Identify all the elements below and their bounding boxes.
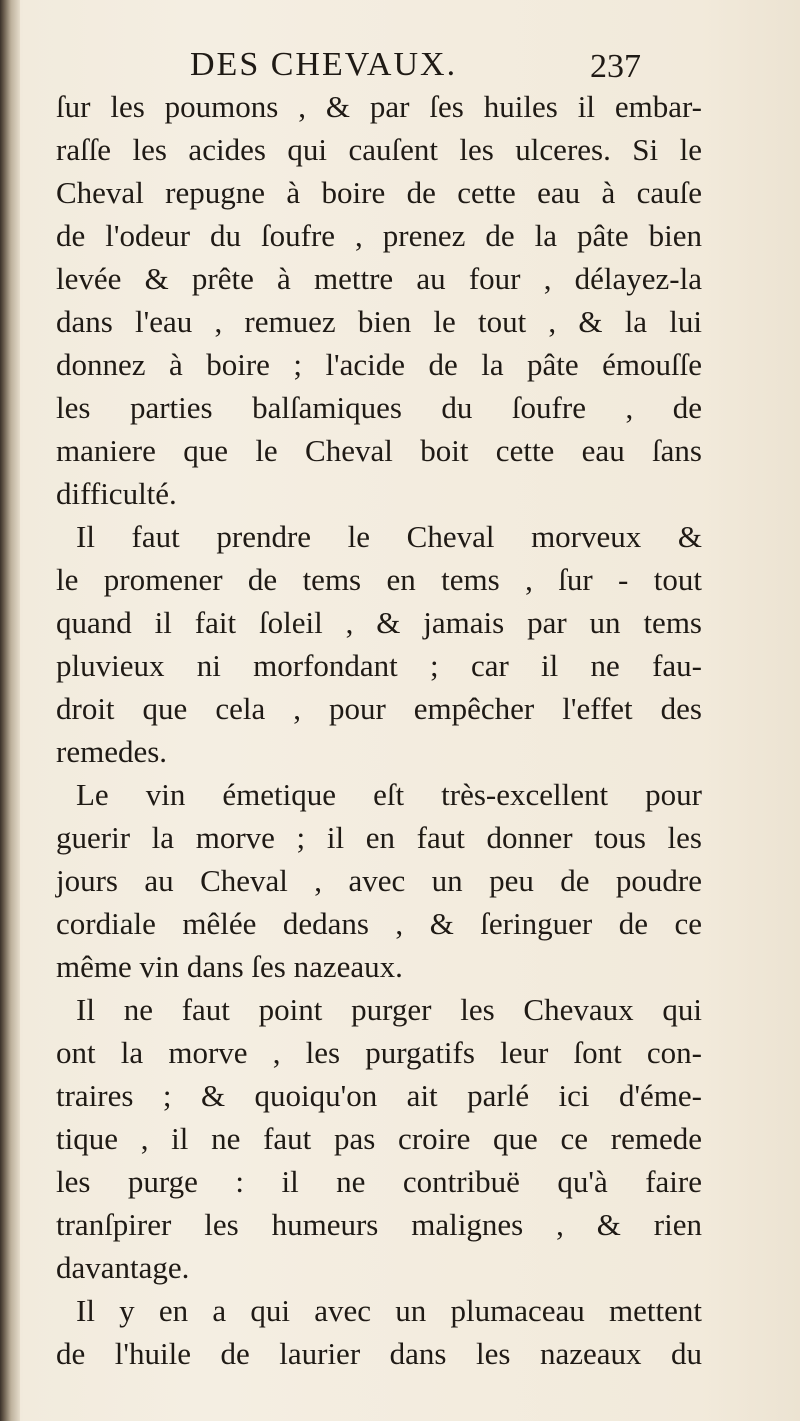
text-line: Il faut prendre le Cheval morveux & [76,519,702,554]
text-line: Le vin émetique eſt très-excellent pour [76,777,702,812]
text-line: le promener de tems en tems , ſur - tout [56,562,702,597]
text-line: raſſe les acides qui cauſent les ulceres. Si le [56,132,702,167]
text-line: de l'odeur du ſoufre , prenez de la pâte bien [56,218,702,253]
text-line: Il y en a qui avec un plumaceau mettent [76,1293,702,1328]
text-line: difficulté. [56,476,177,511]
text-line: tranſpirer les humeurs malignes , & rien [56,1207,702,1242]
text-line: traires ; & quoiqu'on ait parlé ici d'éme- [56,1078,702,1113]
text-line: les purge : il ne contribuë qu'à faire [56,1164,702,1199]
text-line: jours au Cheval , avec un peu de poudre [56,863,702,898]
text-line: quand il fait ſoleil , & jamais par un tems [56,605,702,640]
text-line: les parties balſamiques du ſoufre , de [56,390,702,425]
text-line: guerir la morve ; il en faut donner tous les [56,820,702,855]
text-line: donnez à boire ; l'acide de la pâte émouſſe [56,347,702,382]
text-line: même vin dans ſes nazeaux. [56,949,403,984]
text-line: Cheval repugne à boire de cette eau à cauſe [56,175,702,210]
text-line: droit que cela , pour empêcher l'effet des [56,691,702,726]
page-number: 237 [590,48,641,85]
binding-gutter [0,0,20,1421]
text-line: pluvieux ni morfondant ; car il ne fau- [56,648,702,683]
text-line: cordiale mêlée dedans , & ſeringuer de ce [56,906,702,941]
text-line: ont la morve , les purgatifs leur ſont con- [56,1035,702,1070]
text-line: levée & prête à mettre au four , délayez-la [56,261,702,296]
text-line: tique , il ne faut pas croire que ce remede [56,1121,702,1156]
text-line: de l'huile de laurier dans les nazeaux du [56,1336,702,1371]
text-line: ſur les poumons , & par ſes huiles il embar- [56,89,702,124]
text-line: remedes. [56,734,168,769]
text-line: davantage. [56,1250,190,1285]
text-line: Il ne faut point purger les Chevaux qui [76,992,702,1027]
running-title: DES CHEVAUX. [190,46,458,83]
text-line: maniere que le Cheval boit cette eau ſans [56,433,702,468]
text-line: dans l'eau , remuez bien le tout , & la lui [56,304,702,339]
